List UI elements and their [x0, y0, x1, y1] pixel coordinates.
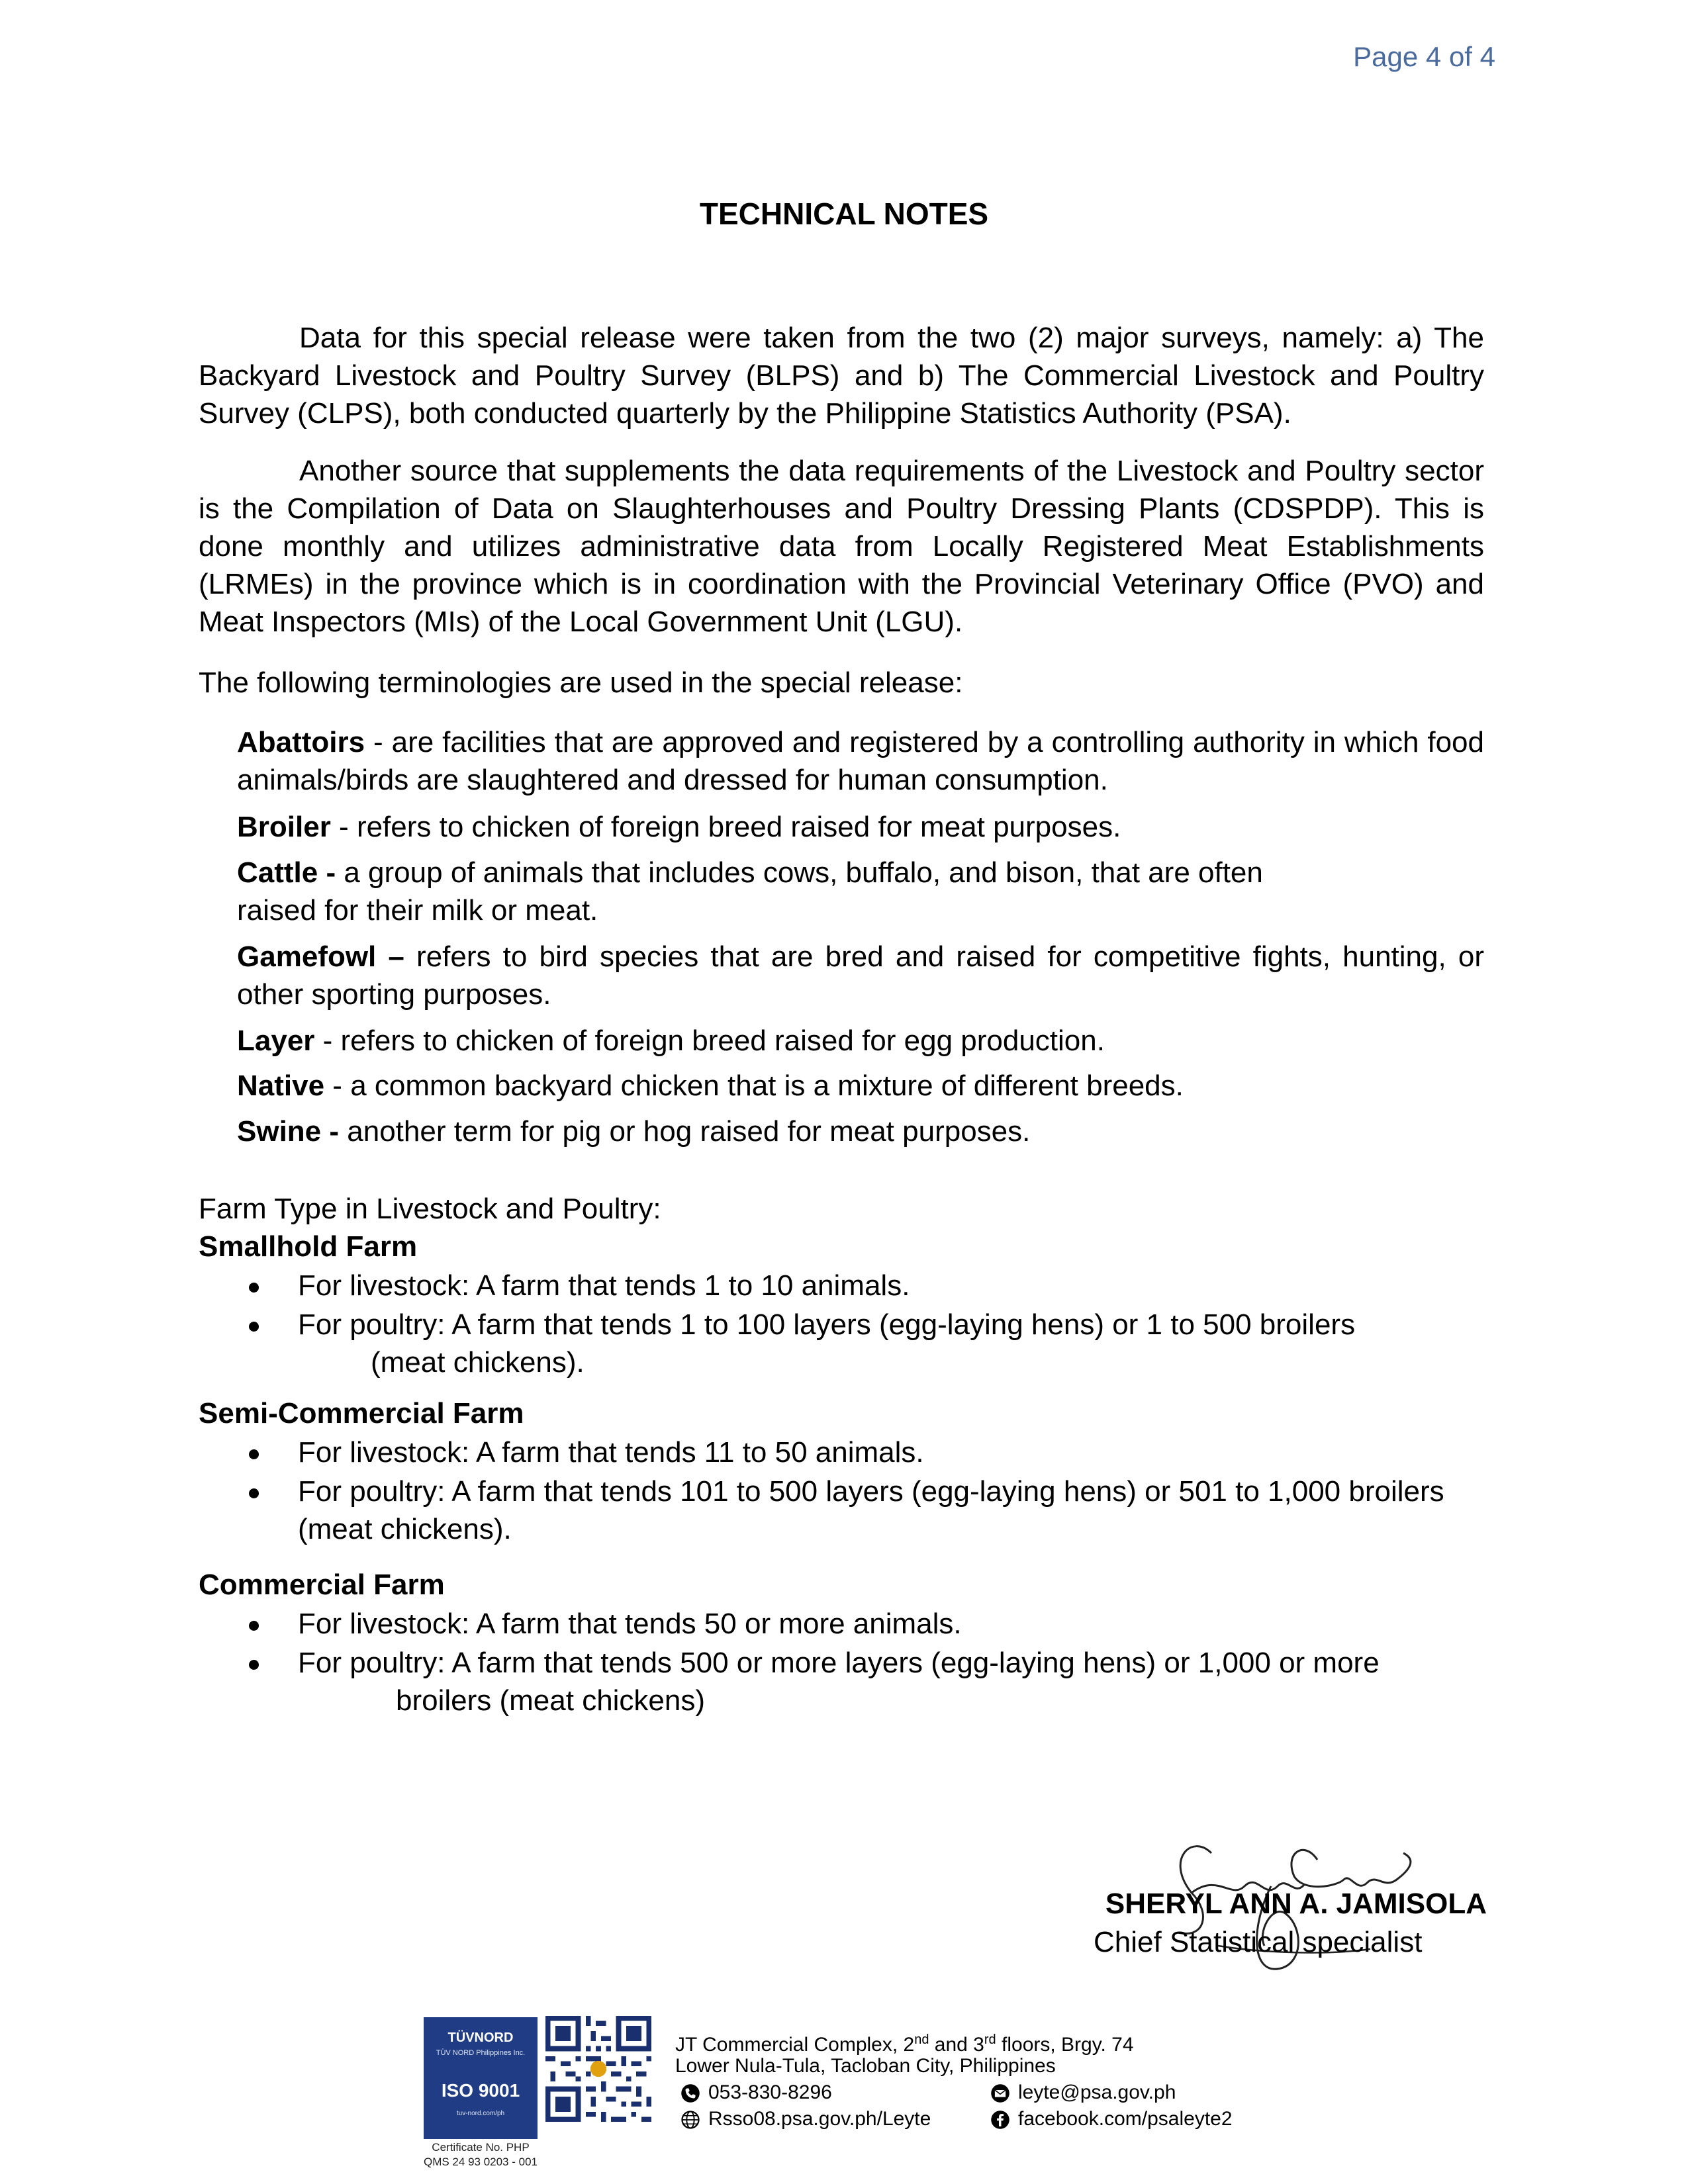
certificate-line-1: Certificate No. PHP: [432, 2141, 530, 2154]
facebook-text: facebook.com/psaleyte2: [1018, 2108, 1233, 2130]
iso-certification-badge: [424, 2017, 538, 2139]
address-part: floors, Brgy. 74: [996, 2034, 1134, 2056]
document-title: TECHNICAL NOTES: [699, 197, 989, 231]
footer-phone: [680, 2079, 832, 2106]
farm-poultry-criteria-cont: broilers (meat chickens): [396, 1684, 706, 1717]
footer-address-line-2: Lower Nula-Tula, Tacloban City, Philippines: [675, 2055, 1056, 2077]
term-layer: [237, 1022, 1484, 1060]
term-separator: [336, 856, 344, 889]
footer-facebook: [990, 2106, 1233, 2132]
farm-livestock-criteria: For livestock: A farm that tends 50 or more animals.: [298, 1608, 962, 1640]
website-text: Rsso08.psa.gov.ph/Leyte: [708, 2108, 931, 2130]
page-indicator: Page 4 of 4: [1353, 41, 1495, 72]
address-superscript: nd: [914, 2032, 929, 2047]
farm-poultry-criteria-cont: (meat chickens).: [371, 1346, 585, 1379]
bullet-icon: [249, 1644, 269, 1682]
farm-poultry-criteria: For poultry: A farm that tends 500 or more layers (egg-laying hens) or 1,000 or more: [298, 1647, 1380, 1679]
terms-intro: [199, 664, 1484, 702]
term-swine: [237, 1113, 1484, 1150]
address-part: and 3: [929, 2034, 984, 2056]
term-gamefowl: [237, 938, 1484, 1013]
term-definition: refers to chicken of foreign breed raised for egg production.: [340, 1024, 1105, 1057]
paragraph-2-block: [199, 452, 1484, 641]
farm-type-heading-commercial: Commercial Farm: [199, 1569, 445, 1601]
term-separator: -: [314, 1024, 341, 1057]
term-definition: another term for pig or hog raised for meat purposes.: [347, 1115, 1031, 1148]
term-label: Layer: [237, 1024, 315, 1057]
term-label: Abattoirs: [237, 726, 365, 758]
term-definition: a group of animals that includes cows, buffalo, and bison, that are often: [344, 856, 1263, 889]
address-part: JT Commercial Complex, 2: [675, 2034, 915, 2056]
term-separator: -: [324, 1069, 351, 1102]
farm-types-intro: Farm Type in Livestock and Poultry:: [199, 1193, 661, 1225]
bullet-icon: [249, 1473, 269, 1510]
certificate-number: [414, 2140, 547, 2169]
bullet-icon: [249, 1605, 269, 1643]
term-label: Swine -: [237, 1115, 340, 1148]
term-definition: a common backyard chicken that is a mixture of different breeds.: [350, 1069, 1184, 1102]
badge-company: TÜV NORD Philippines Inc.: [436, 2049, 526, 2057]
term-separator: -: [365, 726, 392, 758]
globe-icon: [680, 2110, 700, 2130]
term-abattoirs: [237, 723, 1484, 799]
farm-type-heading-semi-commercial: Semi-Commercial Farm: [199, 1397, 524, 1430]
terms-intro-text: The following terminologies are used in the special release:: [199, 666, 963, 699]
term-definition: refers to bird species that are bred and raised for competitive fights, hunting, or other sporting purposes.: [237, 940, 1484, 1011]
term-separator: [404, 940, 416, 973]
farm-poultry-criteria: For poultry: A farm that tends 101 to 500 layers (egg-laying hens) or 501 to 1,000 broilers: [298, 1475, 1444, 1508]
phone-icon: [680, 2083, 700, 2103]
term-label: Broiler: [237, 811, 331, 843]
badge-brand: TÜVNORD: [447, 2030, 514, 2045]
badge-site: tuv-nord.com/ph: [456, 2110, 505, 2117]
term-label: Gamefowl –: [237, 940, 404, 973]
farm-poultry-criteria: For poultry: A farm that tends 1 to 100 layers (egg-laying hens) or 1 to 500 broilers: [298, 1308, 1356, 1341]
phone-text: 053-830-8296: [708, 2081, 832, 2103]
certificate-line-2: QMS 24 93 0203 - 001: [423, 2156, 538, 2168]
facebook-icon: [990, 2110, 1010, 2130]
paragraph-1: Data for this special release were taken from the two (2) major surveys, namely: a) The Backyard Livestock and Poultry Survey (BLPS) and b) The Commercial Livestock and Poultry Survey (CLPS), both conducted quarterly by the Philippine Statistics Authority (PSA).: [199, 322, 1484, 430]
email-icon: [990, 2083, 1010, 2103]
bullet-icon: [249, 1306, 269, 1343]
email-text: leyte@psa.gov.ph: [1018, 2081, 1176, 2103]
signatory-title: Chief Statistical specialist: [1094, 1926, 1423, 1958]
term-definition: are facilities that are approved and registered by a controlling authority in which food animals/birds are slaughtered and dressed for human consumption.: [237, 726, 1484, 796]
bullet-icon: [249, 1433, 269, 1471]
term-broiler: [237, 808, 1484, 846]
qr-code: [545, 2016, 651, 2122]
paragraph-2: Another source that supplements the data requirements of the Livestock and Poultry sector is the Compilation of Data on Slaughterhouses and Poultry Dressing Plants (CDSPDP). This is done monthly and utilizes administrative data from Locally Registered Meat Establishments (LRMEs) in the province which is in coordination with the Provincial Veterinary Office (PVO) and Meat Inspectors (MIs) of the Local Government Unit (LGU).: [199, 455, 1484, 638]
paragraph-1-block: [199, 319, 1484, 432]
term-separator: [339, 1115, 347, 1148]
term-cattle: [237, 854, 1484, 929]
term-native: [237, 1067, 1484, 1105]
badge-standard: ISO 9001: [441, 2080, 520, 2101]
farm-livestock-criteria: For livestock: A farm that tends 11 to 50 animals.: [298, 1436, 924, 1469]
term-label: Cattle -: [237, 856, 336, 889]
farm-poultry-criteria-cont: (meat chickens).: [298, 1513, 512, 1545]
footer-email: [990, 2079, 1176, 2106]
address-superscript: rd: [984, 2032, 996, 2047]
farm-livestock-criteria: For livestock: A farm that tends 1 to 10 animals.: [298, 1269, 910, 1302]
bullet-icon: [249, 1267, 269, 1304]
farm-type-heading-smallhold: Smallhold Farm: [199, 1230, 418, 1263]
term-definition-cont: raised for their milk or meat.: [237, 894, 598, 927]
term-label: Native: [237, 1069, 325, 1102]
term-separator: -: [330, 811, 357, 843]
term-definition: refers to chicken of foreign breed raised for meat purposes.: [356, 811, 1121, 843]
footer-website: [680, 2106, 931, 2132]
signatory-name: SHERYL ANN A. JAMISOLA: [1105, 1888, 1487, 1920]
